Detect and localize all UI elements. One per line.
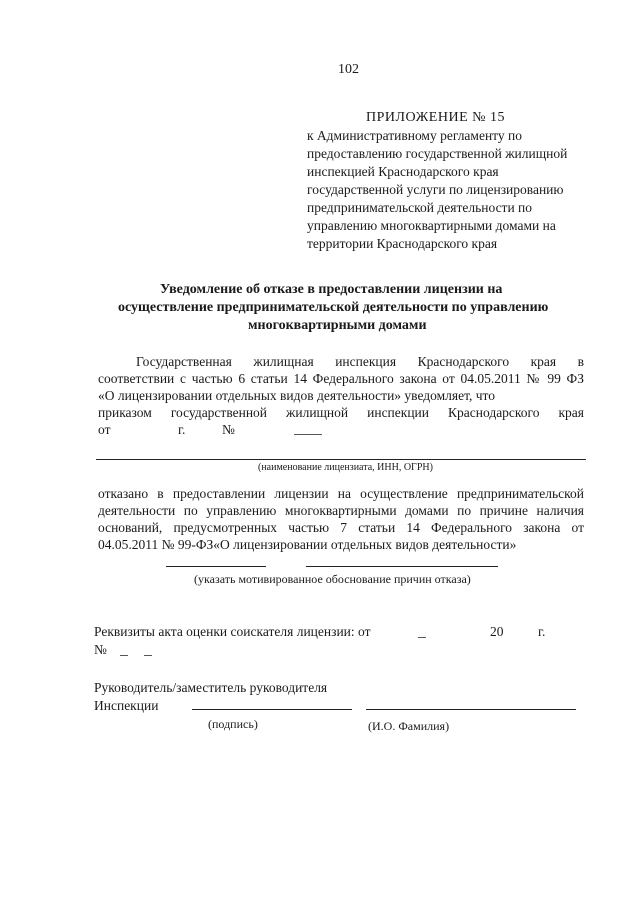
act-year-suffix: г. <box>538 624 546 639</box>
act-number-fill <box>120 655 128 656</box>
body-line: оснований, предусмотренных частью 7 статьи 14 Федерального закона от <box>98 520 584 535</box>
body-line: приказом государственной жилищной инспекции Краснодарского края <box>98 405 584 420</box>
body-line: деятельности по управлению многоквартирными домами по причине наличия <box>98 503 584 518</box>
appendix-line: управлению многоквартирными домами на <box>307 218 556 233</box>
body-line: соответствии с частью 6 статьи 14 Федерального закона от 04.05.2011 № 99 ФЗ <box>98 371 584 386</box>
appendix-line: инспекцией Краснодарского края <box>307 164 499 179</box>
act-year-prefix: 20 <box>490 624 504 639</box>
appendix-line: к Административному регламенту по <box>307 128 523 143</box>
act-label: Реквизиты акта оценки соискателя лицензии: от <box>94 624 371 639</box>
body-line: отказано в предоставлении лицензии на осуществление предпринимательской <box>98 486 584 501</box>
body-line: «О лицензировании отдельных видов деятельности» уведомляет, что <box>98 388 496 403</box>
appendix-line: предоставлению государственной жилищной <box>307 146 568 161</box>
signer-position: Инспекции <box>94 698 159 713</box>
order-year-label: г. <box>178 422 186 437</box>
reason-caption: (указать мотивированное обоснование причин отказа) <box>194 572 471 586</box>
signer-position: Руководитель/заместитель руководителя <box>94 680 328 695</box>
reason-line-segment <box>306 566 498 567</box>
appendix-line: территории Краснодарского края <box>307 236 498 251</box>
document-title-line: Уведомление об отказе в предоставлении лицензии на <box>160 282 503 297</box>
applicant-line <box>96 459 586 460</box>
applicant-caption: (наименование лицензиата, ИНН, ОГРН) <box>258 462 433 473</box>
body-line: 04.05.2011 № 99-ФЗ«О лицензировании отдельных видов деятельности» <box>98 537 517 552</box>
name-line <box>366 709 576 710</box>
signature-caption: (подпись) <box>208 717 258 731</box>
reason-line-segment <box>166 566 266 567</box>
order-number-fill <box>294 434 322 435</box>
signature-line <box>192 709 352 710</box>
appendix-heading: ПРИЛОЖЕНИЕ № 15 <box>366 110 505 125</box>
act-date-fill <box>418 637 426 638</box>
act-number-fill <box>144 655 152 656</box>
act-number-label: № <box>94 642 107 657</box>
document-title-line: многоквартирными домами <box>248 318 427 333</box>
name-caption: (И.О. Фамилия) <box>368 719 450 733</box>
appendix-line: предпринимательской деятельности по <box>307 200 533 215</box>
appendix-line: государственной услуги по лицензированию <box>307 182 564 197</box>
order-from-label: от <box>98 422 111 437</box>
order-number-label: № <box>222 422 235 437</box>
page-number: 102 <box>338 62 359 77</box>
document-title-line: осуществление предпринимательской деятельности по управлению <box>118 300 549 315</box>
body-line: Государственная жилищная инспекция Краснодарского края в <box>136 354 584 369</box>
